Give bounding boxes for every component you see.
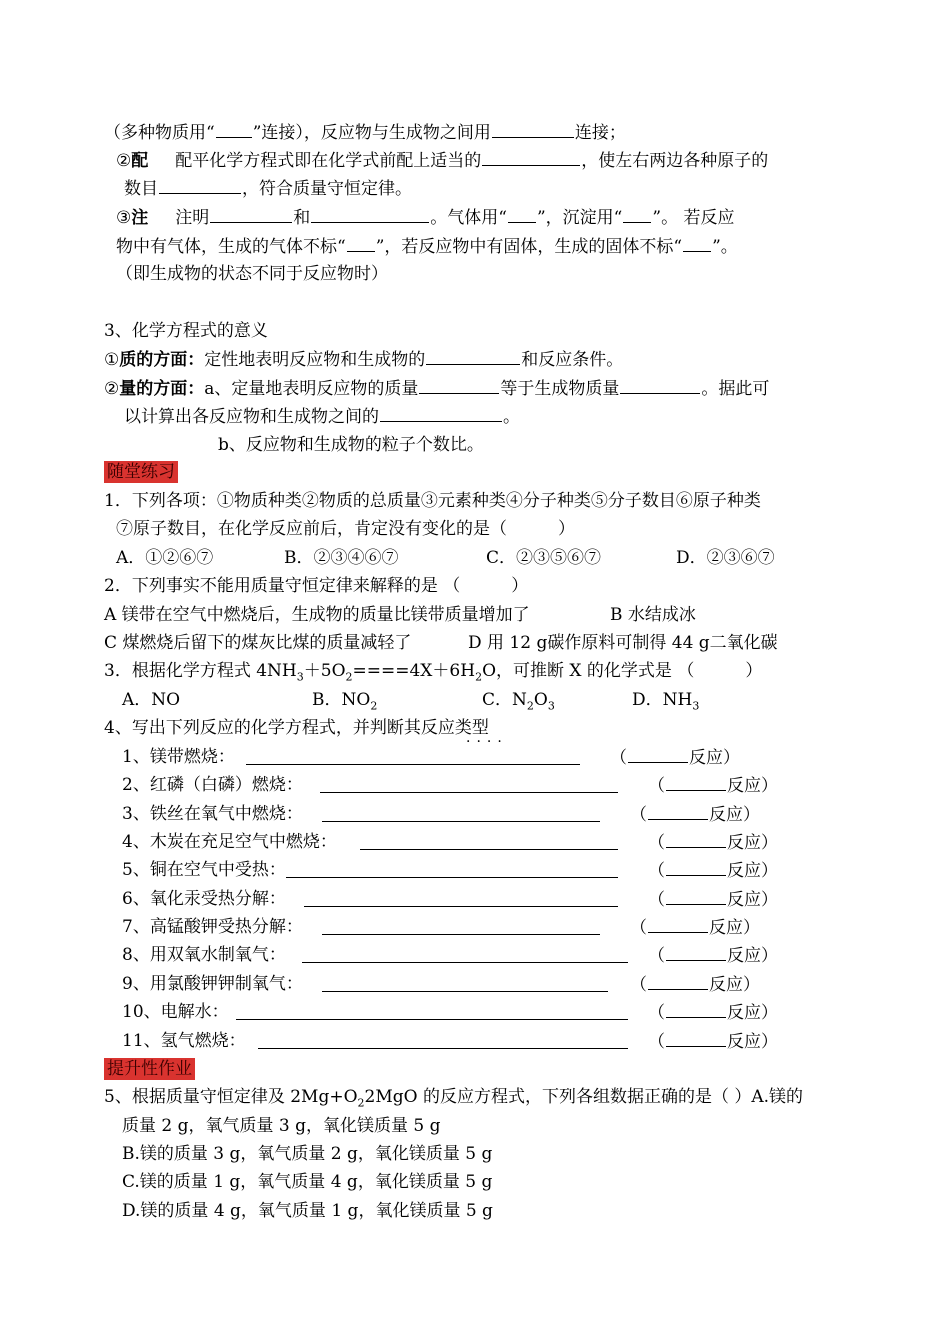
reaction-label: 5、铜在空气中受热： (122, 860, 286, 880)
reaction-label: 7、高锰酸钾受热分解： (122, 917, 303, 937)
open-paren: （ (648, 776, 665, 796)
text: 3．根据化学方程式 4NH (104, 661, 297, 681)
text: 以计算出各反应物和生成物之间的 (124, 407, 379, 427)
type-suffix: 反应） (709, 918, 760, 938)
text: ”。 若反应 (652, 208, 735, 228)
pei-title: 配 (131, 151, 149, 171)
equation-blank[interactable] (236, 1019, 628, 1020)
type-suffix: 反应） (709, 805, 760, 825)
p2-opt-b[interactable]: B 水结成冰 (610, 605, 696, 625)
type-suffix: 反应） (727, 1032, 778, 1052)
sec3-quantity (104, 377, 769, 400)
type-blank[interactable] (666, 944, 726, 961)
practice-tag: 随堂练习 (104, 461, 178, 483)
reaction-label: 3、铁丝在氧气中燃烧： (122, 804, 303, 824)
sub: 2 (370, 699, 378, 713)
blank[interactable] (380, 405, 502, 422)
text: 定性地表明反应物和生成物的 (204, 350, 426, 370)
sec3-title: 3、化学方程式的意义 (104, 321, 268, 341)
p2-line1: 2．下列事实不能用质量守恒定律来解释的是 （ ） (104, 576, 529, 596)
text: ”，沉淀用“ (536, 208, 623, 228)
q5-opt-c[interactable]: C.镁的质量 1 g，氧气质量 4 g，氧化镁质量 5 g (122, 1172, 493, 1192)
sub: 2 (357, 1096, 365, 1110)
quantity-title: 量的方面： (119, 379, 205, 399)
equation-blank[interactable] (320, 792, 618, 793)
text: 和反应条件。 (521, 350, 624, 370)
text: 。 (503, 407, 520, 427)
text: O (533, 690, 548, 710)
num: ② (104, 379, 120, 399)
text: ====4X＋6H (352, 661, 476, 681)
type-blank[interactable] (648, 803, 708, 820)
sub: 2 (345, 670, 353, 684)
type-suffix: 反应） (689, 748, 740, 768)
equation-blank[interactable] (258, 1048, 628, 1049)
text: a、定量地表明反应物的质量 (204, 379, 419, 399)
emphasis-dots: ···· (466, 734, 508, 750)
num: ② (116, 151, 132, 171)
sub: 3 (296, 670, 304, 684)
open-paren: （ (610, 748, 627, 768)
text: 5、根据质量守恒定律及 2Mg+O (104, 1087, 358, 1107)
reaction-label: 2、红磷（白磷）燃烧： (122, 775, 303, 795)
text: （多种物质用“ (104, 123, 215, 143)
blank[interactable] (492, 121, 574, 138)
text: 数目 (124, 179, 158, 199)
type-blank[interactable] (648, 916, 708, 933)
text: ，使左右两边各种原子的 (581, 151, 769, 171)
text: ＋5O (303, 661, 346, 681)
quality-title: 质的方面： (119, 350, 205, 370)
reaction-type (648, 944, 778, 967)
sub: 2 (475, 670, 483, 684)
q5-line1 (104, 1086, 803, 1114)
text: ”。 (712, 237, 738, 257)
blank[interactable] (311, 206, 429, 223)
sec2-line1 (104, 121, 626, 144)
reaction-type (648, 774, 778, 797)
blank[interactable] (210, 206, 292, 223)
text: 。据此可 (701, 379, 770, 399)
sec3-quality (104, 348, 623, 371)
p4-title: 4、写出下列反应的化学方程式，并判断其反应类型 (104, 718, 489, 738)
reaction-label: 4、木炭在充足空气中燃烧： (122, 832, 337, 852)
sub: 3 (692, 699, 700, 713)
p2-opt-d[interactable]: D 用 12 g碳作原料可制得 44 g二氧化碳 (468, 633, 778, 653)
p1-line1: 1．下列各项：①物质种类②物质的总质量③元素种类④分子种类⑤分子数目⑥原子种类 (104, 491, 761, 511)
equation-blank[interactable] (286, 877, 618, 878)
pei-line (116, 149, 768, 172)
blank[interactable] (159, 177, 241, 194)
reaction-type (648, 1001, 778, 1024)
equation-blank[interactable] (304, 906, 618, 907)
reaction-type (648, 859, 778, 882)
blank[interactable] (426, 348, 520, 365)
q5-opt-a-cont[interactable]: 质量 2 g，氧气质量 3 g，氧化镁质量 5 g (122, 1116, 441, 1136)
reaction-label: 10、电解水： (122, 1002, 229, 1022)
zhu-line3: （即生成物的状态不同于反应物时） (116, 264, 388, 284)
text: 物中有气体，生成的气体不标“ (116, 237, 346, 257)
text: 注明 (175, 208, 210, 228)
type-blank[interactable] (648, 973, 708, 990)
open-paren: （ (630, 975, 647, 995)
q5-opt-d[interactable]: D.镁的质量 4 g，氧气质量 1 g，氧化镁质量 5 g (122, 1201, 493, 1221)
text: B．NO (312, 690, 371, 710)
open-paren: （ (648, 1003, 665, 1023)
equation-blank[interactable] (322, 821, 600, 822)
equation-blank[interactable] (322, 934, 600, 935)
p3-opt-a[interactable] (122, 689, 180, 711)
type-suffix: 反应） (709, 975, 760, 995)
blank[interactable] (482, 149, 580, 166)
text: ，符合质量守恒定律。 (242, 179, 412, 199)
sec3-quantity-b: b、反应物和生成物的粒子个数比。 (218, 435, 484, 455)
blank[interactable] (623, 206, 651, 223)
equation-blank[interactable] (302, 962, 628, 963)
blank[interactable] (347, 235, 375, 252)
pei-line2 (124, 177, 412, 200)
type-blank[interactable] (666, 831, 726, 848)
p1-opt-b[interactable]: B．②③④⑥⑦ (284, 548, 399, 568)
blank[interactable] (620, 377, 700, 394)
blank[interactable] (683, 235, 711, 252)
reaction-label: 1、镁带燃烧： (122, 747, 235, 767)
text: C．N (482, 690, 527, 710)
reaction-label: 6、氧化汞受热分解： (122, 889, 286, 909)
blank[interactable] (508, 206, 536, 223)
text: 2MgO 的反应方程式，下列各组数据正确的是（ ）A.镁的 (364, 1087, 804, 1107)
p3-opt-b[interactable] (312, 689, 377, 717)
reaction-type (648, 888, 778, 911)
type-blank[interactable] (666, 888, 726, 905)
type-suffix: 反应） (727, 1003, 778, 1023)
text: ”连接），反应物与生成物之间用 (252, 123, 491, 143)
text: 和 (293, 208, 311, 228)
reaction-type (630, 803, 760, 826)
q5-opt-b[interactable]: B.镁的质量 3 g，氧气质量 2 g，氧化镁质量 5 g (122, 1144, 493, 1164)
text: A．NO (122, 690, 181, 710)
p3-line1 (104, 660, 762, 688)
open-paren: （ (630, 918, 647, 938)
p1-opt-d[interactable]: D．②③⑥⑦ (676, 548, 775, 568)
p3-opt-d[interactable] (632, 689, 699, 717)
type-blank[interactable] (666, 1030, 726, 1047)
reaction-type (610, 746, 740, 769)
type-suffix: 反应） (727, 861, 778, 881)
open-paren: （ (648, 861, 665, 881)
text: ”，若反应物中有固体，生成的固体不标“ (375, 237, 683, 257)
p3-opt-c[interactable] (482, 689, 555, 717)
reaction-label: 11、氢气燃烧： (122, 1031, 246, 1051)
text: 。气体用“ (430, 208, 507, 228)
blank[interactable] (419, 377, 499, 394)
reaction-type (648, 831, 778, 854)
reaction-label: 8、用双氧水制氧气： (122, 945, 286, 965)
open-paren: （ (648, 1032, 665, 1052)
type-blank[interactable] (628, 746, 688, 763)
num: ① (104, 350, 120, 370)
open-paren: （ (630, 805, 647, 825)
zhu-line (116, 206, 734, 229)
equation-blank[interactable] (360, 849, 618, 850)
open-paren: （ (648, 946, 665, 966)
type-suffix: 反应） (727, 776, 778, 796)
p2-opt-a[interactable]: A 镁带在空气中燃烧后，生成物的质量比镁带质量增加了 (104, 605, 530, 625)
num: ③ (116, 208, 132, 228)
equation-blank[interactable] (246, 764, 580, 765)
reaction-type (630, 973, 760, 996)
sub: 2 (526, 699, 534, 713)
zhu-line2 (116, 235, 738, 258)
p1-opt-c[interactable]: C．②③⑤⑥⑦ (486, 548, 602, 568)
text: 配平化学方程式即在化学式前配上适当的 (175, 151, 482, 171)
p1-opt-a[interactable]: A．①②⑥⑦ (116, 548, 214, 568)
text: 等于生成物质量 (500, 379, 620, 399)
reaction-label: 9、用氯酸钾钾制氧气： (122, 974, 303, 994)
type-suffix: 反应） (727, 946, 778, 966)
type-blank[interactable] (666, 774, 726, 791)
text: 连接； (574, 123, 626, 143)
type-blank[interactable] (666, 1001, 726, 1018)
sec3-quantity-line2 (124, 405, 520, 428)
p2-opt-c[interactable]: C 煤燃烧后留下的煤灰比煤的质量减轻了 (104, 633, 412, 653)
text: O，可推断 X 的化学式是 （ ） (482, 661, 763, 681)
open-paren: （ (648, 833, 665, 853)
p1-line2: ⑦原子数目，在化学反应前后，肯定没有变化的是（ ） (116, 519, 575, 539)
type-suffix: 反应） (727, 833, 778, 853)
blank[interactable] (216, 121, 252, 138)
type-blank[interactable] (666, 859, 726, 876)
open-paren: （ (648, 890, 665, 910)
reaction-type (630, 916, 760, 939)
text: D．NH (632, 690, 693, 710)
reaction-type (648, 1030, 778, 1053)
homework-tag: 提升性作业 (104, 1058, 195, 1080)
equation-blank[interactable] (322, 991, 608, 992)
sub: 3 (547, 699, 555, 713)
zhu-title: 注 (131, 208, 149, 228)
type-suffix: 反应） (727, 890, 778, 910)
